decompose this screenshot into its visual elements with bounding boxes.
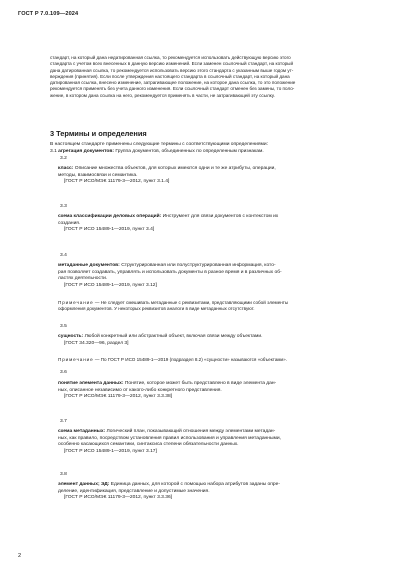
intro-line: жение, в котором дана ссылка на него, рекомендуется применять в части, не затрагивающей эту ссылку. xyxy=(50,92,275,98)
section-intro xyxy=(50,142,384,155)
term-name: метаданные документов: xyxy=(58,263,120,268)
term-entry xyxy=(58,263,384,289)
term-definition: рая позволяет создавать, управлять и использовать документы в разное время и в различных об- xyxy=(58,269,282,275)
term-number: 3.3 xyxy=(60,204,67,209)
term-name: схема метаданных: xyxy=(58,429,106,434)
intro-line: дана датированная ссылка, то рекомендуется использовать версию этого стандарта с указанным выше годом ут- xyxy=(50,67,294,73)
term-number: 3.8 xyxy=(60,472,67,477)
term-number: 3.2 xyxy=(60,156,67,161)
term-reference: [ГОСТ Р ИСО/МЭК 11179-3—2012, пункт 3.3.38] xyxy=(64,394,173,400)
intro-line: рекомендуется применять без учета данного изменения. Если ссылочный стандарт отменен без замены, то поло- xyxy=(50,86,295,92)
term-name: понятие элемента данных: xyxy=(58,381,124,386)
note-block xyxy=(58,300,384,312)
term-reference: [ГОСТ Р ИСО 15489-1—2019, пункт 3.17] xyxy=(64,448,157,454)
intro-line: стандарт, на который дана недатированная ссылка, то рекомендуется использовать действующую версию этого xyxy=(50,55,291,60)
term-number: 3.7 xyxy=(60,419,67,424)
term-definition: Описание множества объектов, для которых имеются одни и те же атрибуты, операции, xyxy=(74,166,276,171)
term-entry xyxy=(58,334,384,347)
note-block xyxy=(58,357,384,363)
intro-line: верждения (принятия). Если после утверждения настоящего стандарта в ссылочный стандарт, на который дана xyxy=(50,73,290,79)
term-definition: Инструмент для связи документов с контекстом их xyxy=(162,214,279,219)
term-number: 3.1 xyxy=(50,148,57,154)
term-reference: [ГОСТ Р ИСО/МЭК 11179-3—2012, пункт 3.1.4] xyxy=(64,179,170,185)
term-definition: Любой конкретный или абстрактный объект, включая связи между объектами. xyxy=(84,334,263,339)
term-reference: [ГОСТ 34.320—96, раздел 3] xyxy=(64,340,129,346)
term-definition: создания. xyxy=(58,220,81,226)
term-number: 3.4 xyxy=(60,253,67,258)
section-title: 3 Термины и определения xyxy=(50,129,147,138)
term-definition: методы, взаимосвязи и семантика. xyxy=(58,172,138,178)
term-entry xyxy=(58,166,384,186)
term-definition: Понятие, которое может быть представлено в виде элемента дан- xyxy=(124,381,277,386)
term-reference: [ГОСТ Р ИСО/МЭК 11179-3—2012, пункт 3.3.36] xyxy=(64,495,173,501)
term-definition: Единица данных, для которой с помощью набора атрибутов заданы опре- xyxy=(110,482,280,487)
term-definition: Структурированная или полуструктурированная информация, кото- xyxy=(121,263,276,268)
term-name: элемент данных; ЭД: xyxy=(58,482,110,487)
term-definition: деление, идентификация, представление и допустимые значения. xyxy=(58,488,210,494)
term-entry xyxy=(58,429,384,455)
term-definition: ных, как правило, посредством установления правил использования и управления метаданными, xyxy=(58,435,281,441)
term-number: 3.5 xyxy=(60,324,67,329)
term-number: 3.6 xyxy=(60,370,67,375)
section-intro-text: В настоящем стандарте применены следующие термины с соответствующими определениями: xyxy=(50,142,269,147)
note-text: — Не следует смешивать метаданные с реквизитами, представляющими собой элементы xyxy=(93,300,289,305)
term-reference: [ГОСТ Р ИСО 15489-1—2019, пункт 3.12] xyxy=(64,282,157,288)
note-label: Примечание xyxy=(58,357,94,362)
intro-paragraph xyxy=(50,55,384,99)
intro-line: датированная ссылка, внесено изменение, затрагивающее положение, на которое дана ссылка, то это положение xyxy=(50,80,296,86)
term-entry xyxy=(58,482,384,502)
term-name: агрегация документов: xyxy=(58,148,115,154)
term-3-1 xyxy=(50,149,384,156)
term-entry xyxy=(58,381,384,401)
intro-line: стандарта с учетом всех внесенных в данную версию изменений. Если заменен ссылочный стандарт, на который xyxy=(50,61,294,67)
note-text: оформления документов. У некоторых реквизитов аналоги в виде метаданных отсутствуют. xyxy=(58,306,255,312)
term-definition: ных, описанное независимо от какого-либо конкретного представления. xyxy=(58,387,222,393)
standard-code-header: ГОСТ Р 7.0.109—2024 xyxy=(18,11,79,17)
note-label: Примечание xyxy=(58,300,94,305)
page-number: 2 xyxy=(18,553,22,559)
term-definition: ластях деятельности. xyxy=(58,276,108,282)
term-definition: Группа документов, объединенных по определенным признакам. xyxy=(115,148,264,154)
term-entry xyxy=(58,214,384,234)
note-text: — По ГОСТ Р ИСО 15489-1—2019 (подраздел 8.2) «сущности» называются «объектами». xyxy=(93,357,287,362)
term-definition: особенно касающихся семантики, синтаксиса степени обязательности данных. xyxy=(58,442,239,448)
term-reference: [ГОСТ Р ИСО 15489-1—2019, пункт 3.4] xyxy=(64,227,155,233)
term-name: схема классификации деловых операций: xyxy=(58,214,162,219)
term-name: сущность: xyxy=(58,334,84,339)
term-definition: Логический план, показывающий отношения между элементами метадан- xyxy=(106,429,276,434)
term-name: класс: xyxy=(58,166,74,171)
